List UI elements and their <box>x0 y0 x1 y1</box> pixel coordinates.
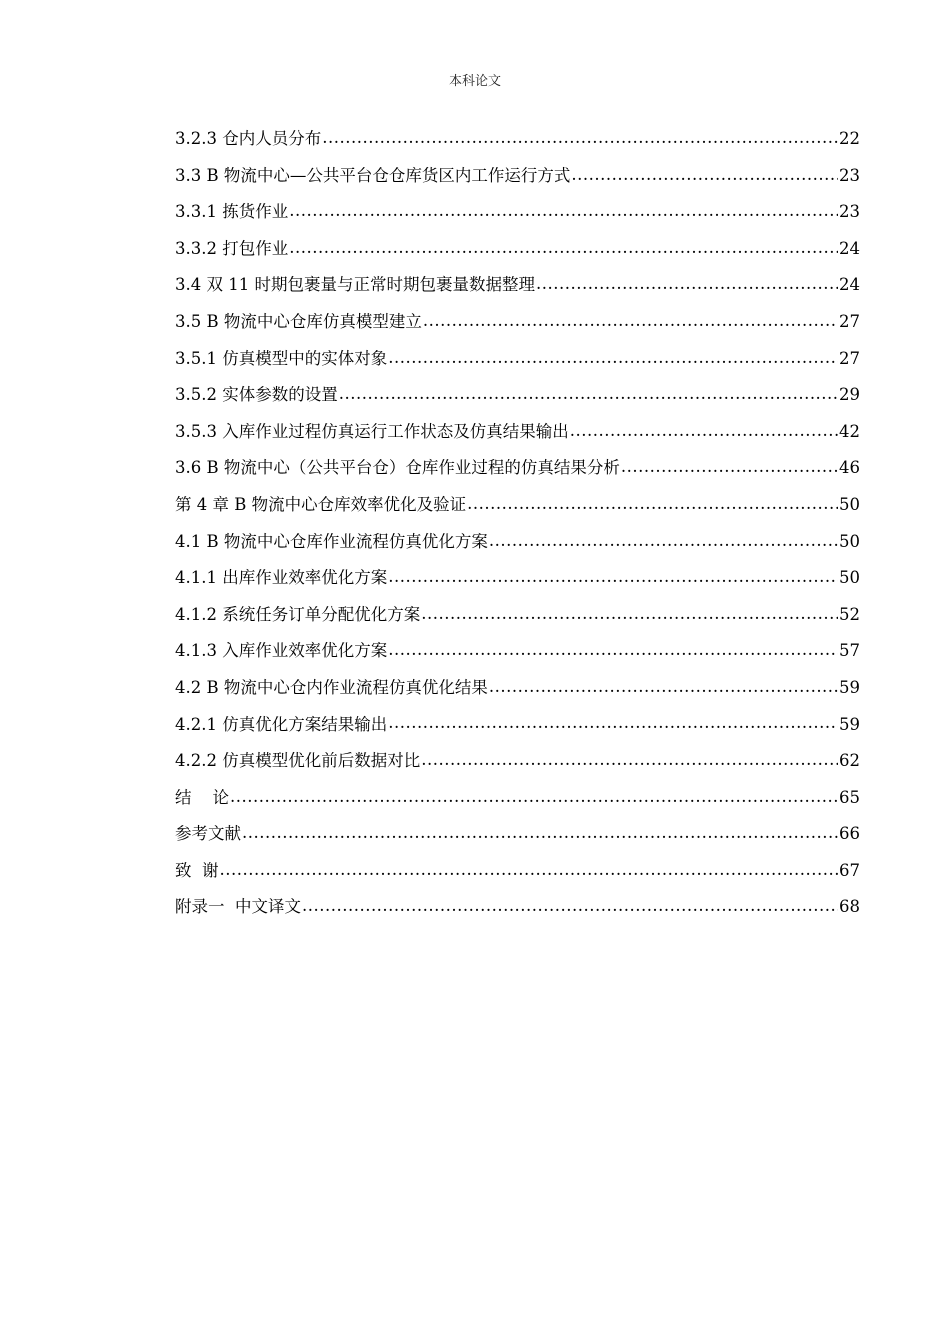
toc-entry-page: 42 <box>839 421 860 441</box>
page-header: 本科论文 <box>448 74 501 89</box>
toc-leader-dots <box>421 603 838 620</box>
toc-entry-label: 4.2 B 物流中心仓内作业流程仿真优化结果 <box>175 677 488 697</box>
toc-entry[interactable] <box>175 414 860 451</box>
toc-leader-dots <box>536 274 838 291</box>
toc-entry[interactable] <box>175 377 860 414</box>
toc-entry[interactable] <box>175 816 860 853</box>
toc-entry[interactable] <box>175 304 860 341</box>
toc-entry-page: 67 <box>839 860 860 880</box>
table-of-contents <box>175 121 860 926</box>
toc-entry-label: 3.5.1 仿真模型中的实体对象 <box>175 348 388 368</box>
toc-entry-label: 3.3.1 拣货作业 <box>175 202 289 222</box>
toc-entry[interactable] <box>175 450 860 487</box>
toc-entry[interactable] <box>175 267 860 304</box>
toc-leader-dots <box>388 713 838 730</box>
toc-leader-dots <box>302 896 838 913</box>
toc-entry-label: 附录一 中文译文 <box>175 897 301 917</box>
toc-leader-dots <box>388 640 838 657</box>
toc-entry-label: 3.2.3 仓内人员分布 <box>175 129 322 148</box>
toc-entry[interactable] <box>175 194 860 231</box>
toc-entry[interactable] <box>175 853 860 890</box>
toc-entry-label: 4.1 B 物流中心仓库作业流程仿真优化方案 <box>175 531 488 551</box>
toc-leader-dots <box>621 457 838 474</box>
toc-entry-page: 50 <box>839 531 860 551</box>
toc-entry[interactable] <box>175 341 860 378</box>
toc-entry[interactable] <box>175 597 860 634</box>
toc-entry-page: 50 <box>839 494 860 514</box>
toc-entry-page: 62 <box>839 751 860 771</box>
toc-entry-page: 23 <box>839 202 860 222</box>
toc-entry-page: 52 <box>839 604 860 624</box>
toc-leader-dots <box>489 530 838 547</box>
toc-entry-page: 24 <box>839 275 860 295</box>
toc-leader-dots <box>570 420 838 437</box>
toc-leader-dots <box>230 786 838 803</box>
toc-entry[interactable] <box>175 158 860 195</box>
toc-entry-page: 65 <box>839 787 860 807</box>
toc-leader-dots <box>467 493 838 510</box>
toc-entry-page: 66 <box>839 824 860 844</box>
toc-entry-label: 4.2.2 仿真模型优化前后数据对比 <box>175 751 421 771</box>
toc-entry-label: 致 谢 <box>175 860 219 880</box>
toc-leader-dots <box>322 128 838 145</box>
toc-leader-dots <box>421 750 838 767</box>
toc-entry-label: 3.5 B 物流中心仓库仿真模型建立 <box>175 311 422 331</box>
toc-entry-label: 4.1.1 出库作业效率优化方案 <box>175 568 388 588</box>
toc-entry-label: 3.3 B 物流中心—公共平台仓仓库货区内工作运行方式 <box>175 165 571 185</box>
toc-entry-page: 50 <box>839 568 860 588</box>
toc-entry[interactable] <box>175 780 860 817</box>
toc-entry-label: 4.1.3 入库作业效率优化方案 <box>175 641 388 661</box>
toc-entry-label: 3.3.2 打包作业 <box>175 238 289 258</box>
toc-entry[interactable] <box>175 670 860 707</box>
toc-entry-label: 参考文献 <box>175 824 241 844</box>
toc-entry-page: 24 <box>839 238 860 258</box>
toc-leader-dots <box>289 237 838 254</box>
toc-leader-dots <box>423 310 838 327</box>
toc-entry[interactable] <box>175 524 860 561</box>
toc-entry[interactable] <box>175 743 860 780</box>
toc-entry-page: 22 <box>839 129 860 148</box>
toc-leader-dots <box>220 859 839 876</box>
toc-leader-dots <box>242 823 838 840</box>
toc-entry[interactable] <box>175 560 860 597</box>
toc-leader-dots <box>388 347 838 364</box>
toc-leader-dots <box>289 201 838 218</box>
toc-entry-label: 3.6 B 物流中心（公共平台仓）仓库作业过程的仿真结果分析 <box>175 458 620 478</box>
toc-entry[interactable] <box>175 707 860 744</box>
toc-entry[interactable] <box>175 633 860 670</box>
toc-entry-page: 29 <box>839 385 860 405</box>
toc-entry-label: 3.4 双 11 时期包裹量与正常时期包裹量数据整理 <box>175 275 535 295</box>
toc-entry[interactable] <box>175 487 860 524</box>
toc-entry-page: 27 <box>839 348 860 368</box>
toc-leader-dots <box>489 676 838 693</box>
toc-entry-page: 59 <box>839 677 860 697</box>
toc-entry[interactable] <box>175 231 860 268</box>
toc-entry-page: 46 <box>839 458 860 478</box>
toc-entry-page: 23 <box>839 165 860 185</box>
toc-entry[interactable] <box>175 121 860 158</box>
toc-entry-label: 3.5.2 实体参数的设置 <box>175 385 338 405</box>
toc-entry-page: 68 <box>839 897 860 917</box>
toc-entry-label: 结 论 <box>175 787 229 807</box>
toc-entry-label: 4.1.2 系统任务订单分配优化方案 <box>175 604 421 624</box>
toc-entry-page: 57 <box>839 641 860 661</box>
toc-entry-label: 3.5.3 入库作业过程仿真运行工作状态及仿真结果输出 <box>175 421 569 441</box>
toc-entry-label: 第 4 章 B 物流中心仓库效率优化及验证 <box>175 494 467 514</box>
toc-leader-dots <box>571 164 838 181</box>
toc-leader-dots <box>339 384 838 401</box>
toc-entry-page: 59 <box>839 714 860 734</box>
toc-leader-dots <box>388 567 838 584</box>
toc-entry-page: 27 <box>839 311 860 331</box>
toc-entry-label: 4.2.1 仿真优化方案结果输出 <box>175 714 388 734</box>
toc-entry[interactable] <box>175 889 860 926</box>
